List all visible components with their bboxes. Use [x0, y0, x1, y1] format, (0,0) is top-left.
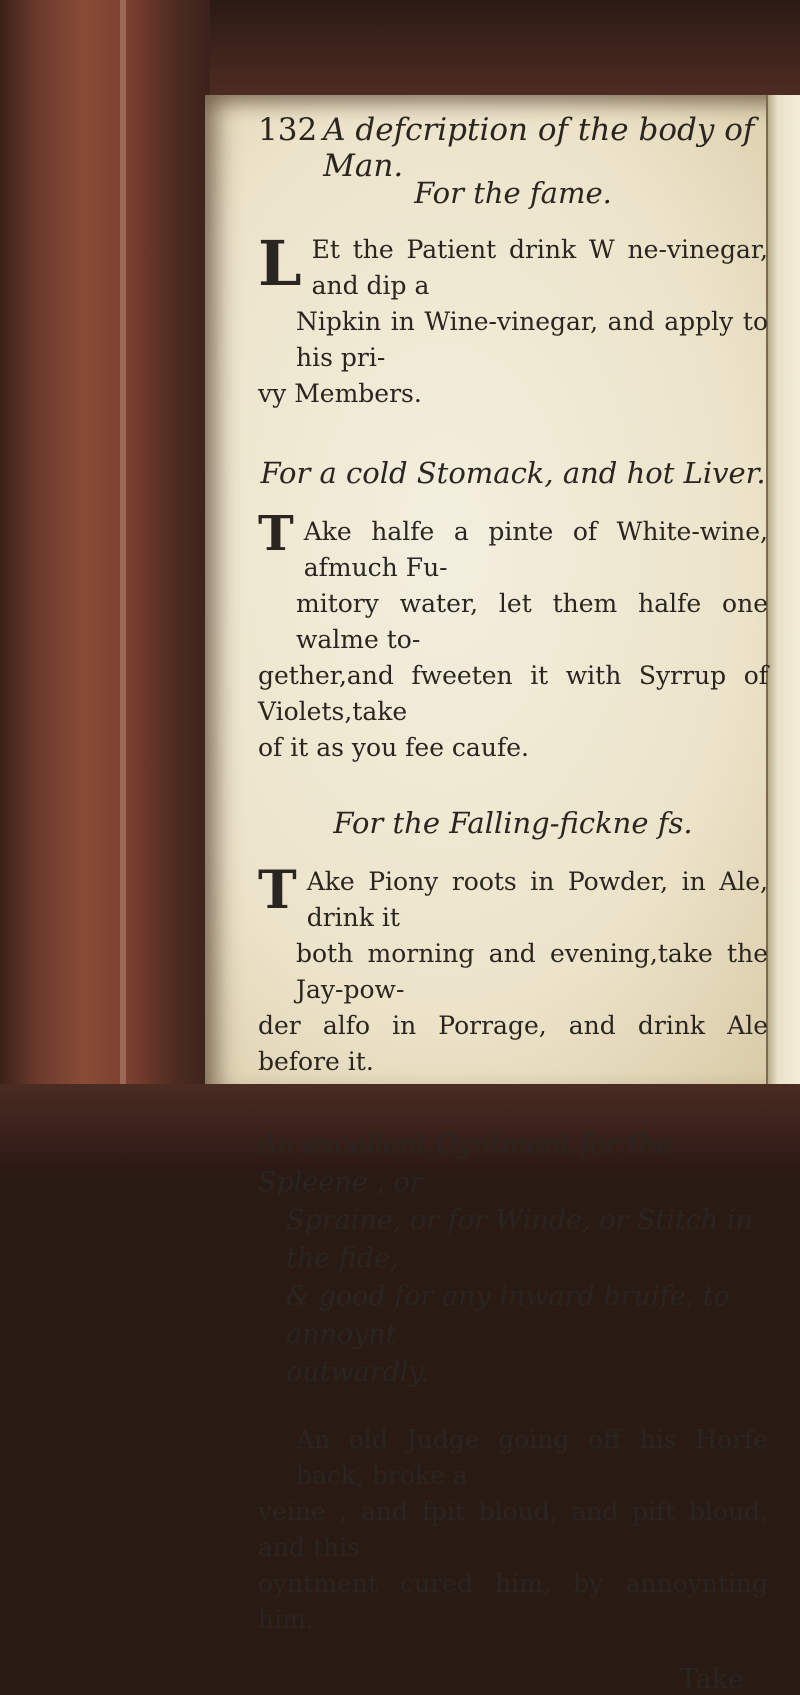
- paragraph-line: gether,and fweeten it with Syrrup of Violets,take: [258, 661, 768, 726]
- paragraph-line: vy Members.: [258, 379, 422, 408]
- book-binding: [0, 0, 210, 1174]
- paragraph-line: mitory water, let them halfe one walme to-: [296, 589, 768, 654]
- drop-cap: T: [258, 506, 294, 562]
- page-header: [258, 112, 768, 184]
- paragraph-line: of it as you fee caufe.: [258, 733, 529, 762]
- paragraph-line: Ake Piony roots in Powder, in Ale, drink it: [306, 867, 768, 932]
- section-paragraph: [258, 1422, 768, 1638]
- heading-line: An excellent Oyntment for the Spleene , or: [258, 1129, 672, 1198]
- paragraph-line: Nipkin in Wine-vinegar, and apply to his pri-: [296, 307, 768, 372]
- paragraph-line: Et the Patient drink W ne-vinegar, and dip a: [311, 235, 768, 300]
- running-title: A defcription of the body of Man.: [323, 112, 755, 184]
- drop-cap: T: [258, 860, 297, 921]
- section-heading: For a cold Stomack, and hot Liver.: [260, 456, 766, 490]
- paragraph-line: veine , and fpit bloud, and pift bloud, and this: [258, 1497, 768, 1562]
- heading-line: Spraine, or for Winde, or Stitch in the fide,: [286, 1205, 753, 1274]
- paragraph-line: Ake halfe a pinte of White-wine, afmuch Fu-: [303, 517, 768, 582]
- heading-line: outwardly.: [286, 1357, 429, 1388]
- paragraph-line: An old Judge going off his Horfe back, broke a: [296, 1425, 768, 1490]
- section-heading: For the fame.: [414, 176, 612, 210]
- drop-cap: L: [258, 227, 302, 300]
- section-paragraph: [258, 860, 768, 1080]
- page-text: [258, 112, 768, 1695]
- heading-line: & good for any inward bruife, to annoynt: [286, 1281, 730, 1350]
- section-paragraph: [258, 506, 768, 766]
- section-heading: [258, 1126, 768, 1392]
- next-page-edge: [766, 95, 800, 1095]
- page-number: 132: [258, 112, 318, 148]
- catchword: Take: [679, 1664, 744, 1695]
- paragraph-line: oyntment cured him, by annoynting him.: [258, 1569, 768, 1634]
- section-heading: For the Falling-fickne fs.: [333, 806, 693, 840]
- section-paragraph: [258, 227, 768, 412]
- paragraph-line: both morning and evening,take the Jay-pow-: [296, 939, 768, 1004]
- paragraph-line: der alfo in Porrage, and drink Ale before it.: [258, 1011, 768, 1076]
